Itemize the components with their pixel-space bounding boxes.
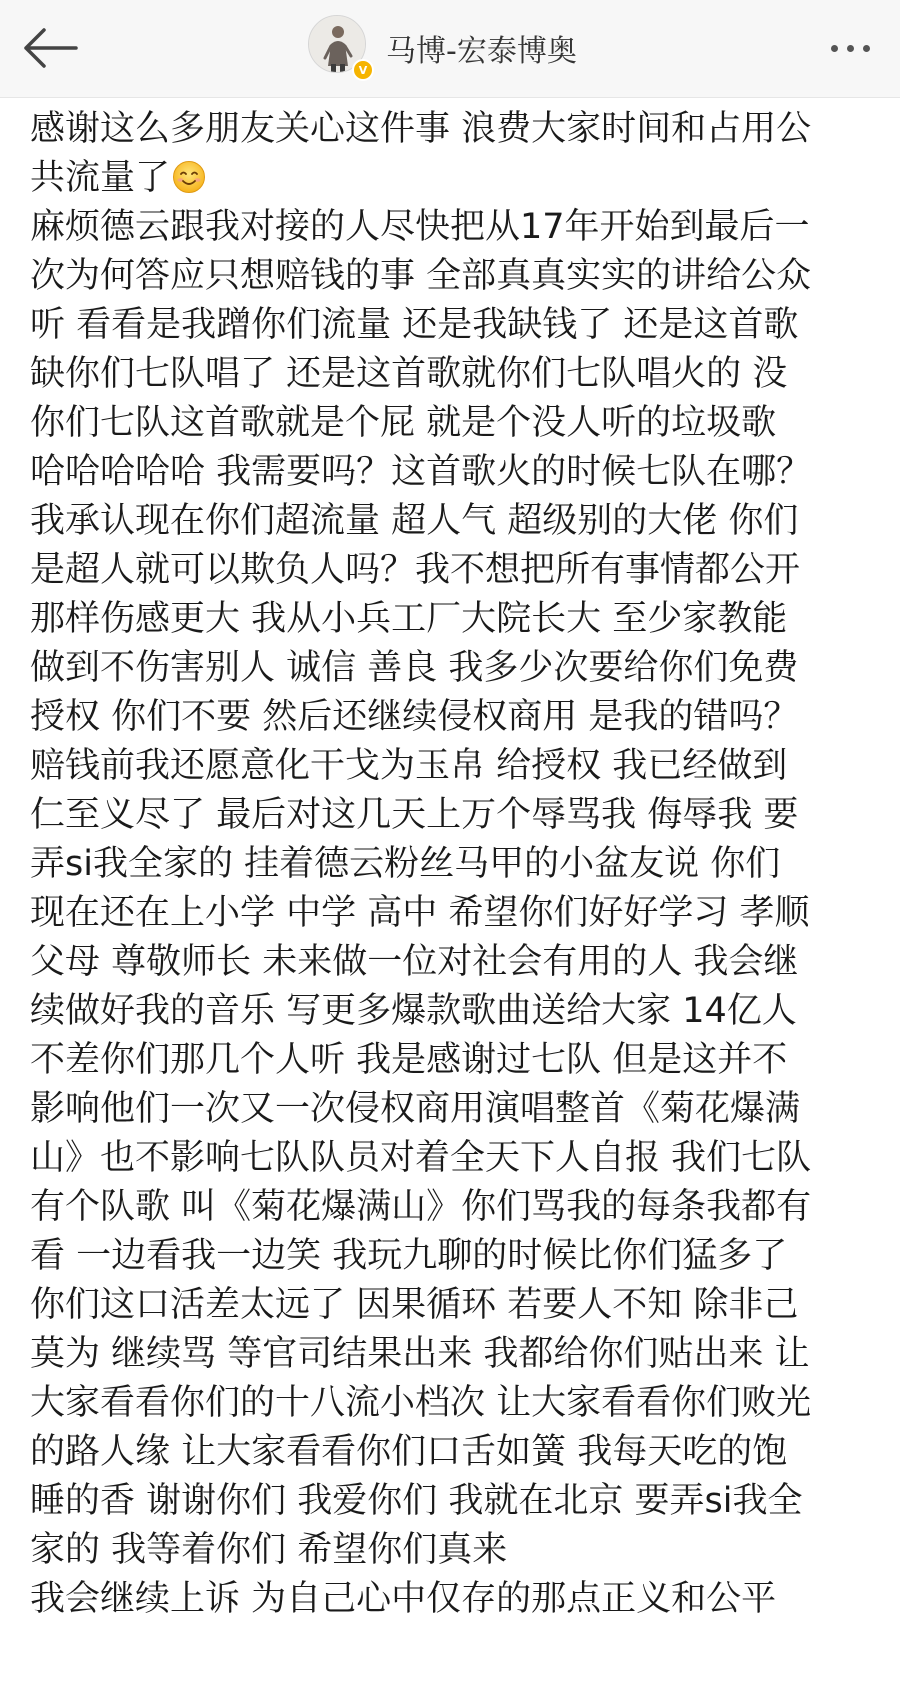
post-line-with-emoji [30, 154, 882, 203]
post-line: 大家看看你们的十八流小档次 让大家看看你们败光 [30, 1383, 812, 1423]
post-line: 有个队歌 叫《菊花爆满山》你们骂我的每条我都有 [30, 1187, 812, 1227]
post-body [30, 105, 882, 1624]
back-arrow-icon [20, 26, 80, 70]
post-line: 的路人缘 让大家看看你们口舌如簧 我每天吃的饱 [30, 1432, 788, 1472]
post-line: 父母 尊敬师长 未来做一位对社会有用的人 我会继 [30, 942, 799, 982]
post-line: 看 一边看我一边笑 我玩九聊的时候比你们猛多了 [30, 1236, 788, 1276]
post-line: 做到不伤害别人 诚信 善良 我多少次要给你们免费 [30, 648, 799, 688]
more-button[interactable] [810, 22, 890, 74]
post-line: 是超人就可以欺负人吗？我不想把所有事情都公开 [30, 550, 801, 590]
post-line: 你们这口活差太远了 因果循环 若要人不知 除非己 [30, 1285, 799, 1325]
post-line: 不差你们那几个人听 我是感谢过七队 但是这并不 [30, 1040, 788, 1080]
post-line: 感谢这么多朋友关心这件事 浪费大家时间和占用公 [30, 109, 812, 149]
avatar-wrapper[interactable] [308, 15, 374, 81]
post-line: 你们七队这首歌就是个屁 就是个没人听的垃圾歌 [30, 403, 777, 443]
post-line: 听 看看是我蹭你们流量 还是我缺钱了 还是这首歌 [30, 305, 799, 345]
post-line: 赔钱前我还愿意化干戈为玉帛 给授权 我已经做到 [30, 746, 788, 786]
post-line: 我承认现在你们超流量 超人气 超级别的大佬 你们 [30, 501, 799, 541]
smiling-face-emoji-icon [172, 160, 206, 194]
post-line: 仁至义尽了 最后对这几天上万个辱骂我 侮辱我 要 [30, 795, 799, 835]
post-line: 次为何答应只想赔钱的事 全部真真实实的讲给公众 [30, 256, 812, 296]
more-dots-icon [831, 45, 838, 52]
post-line: 哈哈哈哈哈 我需要吗？这首歌火的时候七队在哪？ [30, 452, 812, 492]
post-line: 那样伤感更大 我从小兵工厂大院长大 至少家教能 [30, 599, 788, 639]
more-dots-icon [847, 45, 854, 52]
post-line: 睡的香 谢谢你们 我爱你们 我就在北京 要弄si我全 [30, 1481, 803, 1521]
post-line: 莫为 继续骂 等官司结果出来 我都给你们贴出来 让 [30, 1334, 810, 1374]
verified-badge: V [352, 59, 374, 81]
post-line: 续做好我的音乐 写更多爆款歌曲送给大家 14亿人 [30, 991, 797, 1031]
post-line: 授权 你们不要 然后还继续侵权商用 是我的错吗？ [30, 697, 799, 737]
more-dots-icon [863, 45, 870, 52]
page-title: 马博-宏泰博奥 [386, 34, 577, 69]
post-line: 我会继续上诉 为自己心中仅存的那点正义和公平 [30, 1579, 777, 1619]
post-line: 家的 我等着你们 希望你们真来 [30, 1530, 508, 1570]
profile-header[interactable] [308, 14, 577, 82]
post-line: 现在还在上小学 中学 高中 希望你们好好学习 孝顺 [30, 893, 810, 933]
post-line: 影响他们一次又一次侵权商用演唱整首《菊花爆满 [30, 1089, 801, 1129]
post-line: 山》也不影响七队队员对着全天下人自报 我们七队 [30, 1138, 812, 1178]
top-navigation-bar [0, 0, 900, 98]
post-line: 弄si我全家的 挂着德云粉丝马甲的小盆友说 你们 [30, 844, 781, 884]
back-button[interactable] [14, 14, 86, 82]
post-line: 麻烦德云跟我对接的人尽快把从17年开始到最后一 [30, 207, 810, 247]
post-line: 缺你们七队唱了 还是这首歌就你们七队唱火的 没 [30, 354, 788, 394]
post-line-text: 共流量了 [30, 158, 171, 198]
